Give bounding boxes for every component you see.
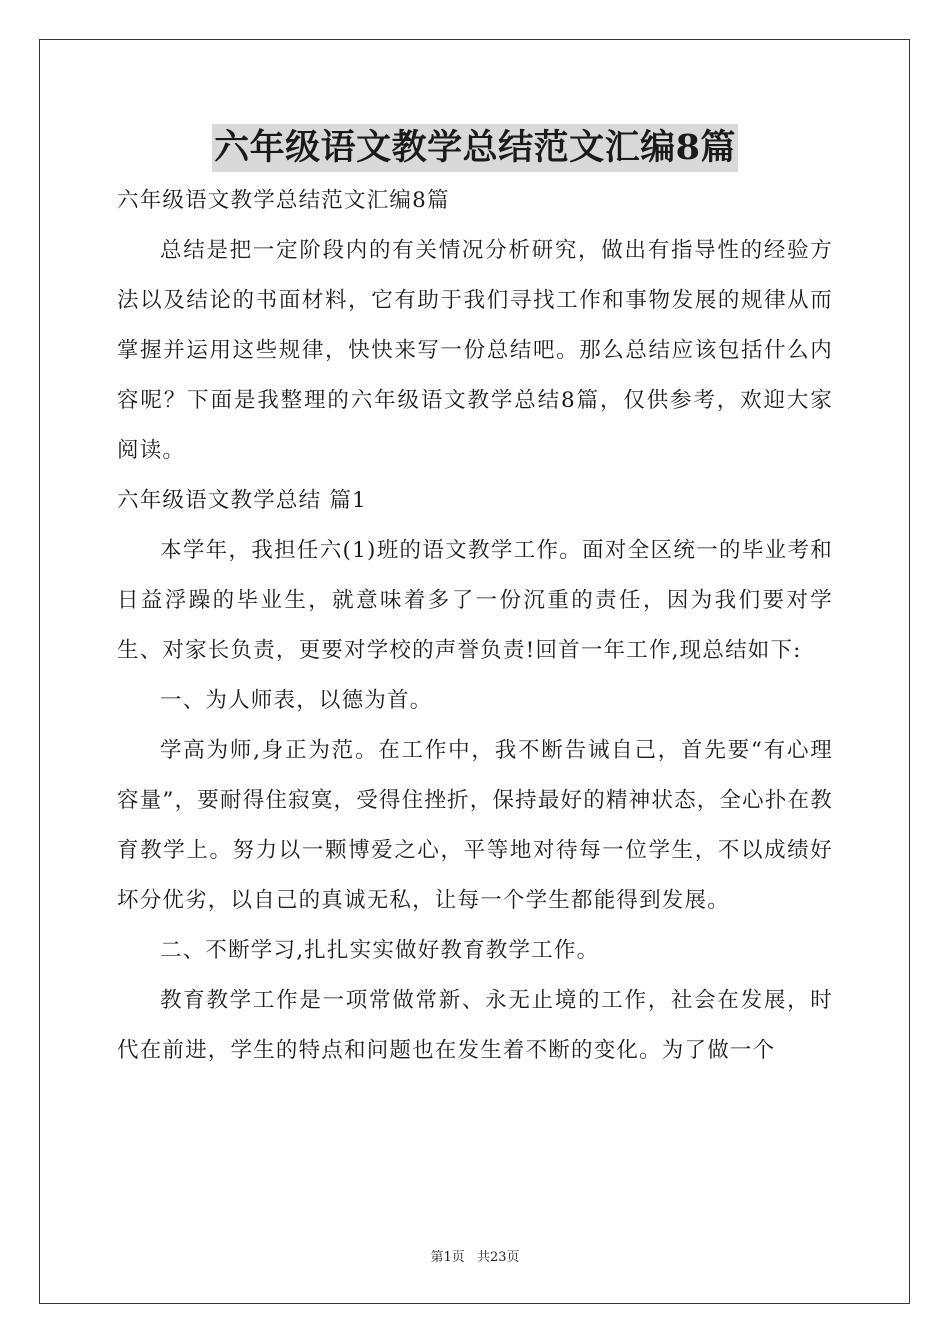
document-body bbox=[117, 176, 833, 1076]
paragraph: 总结是把一定阶段内的有关情况分析研究，做出有指导性的经验方法以及结论的书面材料，它有助于我们寻找工作和事物发展的规律从而掌握并运用这些规律，快快来写一份总结吧。那么总结应该包括什么内容呢？下面是我整理的六年级语文教学总结8篇，仅供参考，欢迎大家阅读。 bbox=[117, 238, 833, 463]
title-container bbox=[0, 124, 950, 172]
page-footer bbox=[0, 1246, 950, 1265]
section-heading: 六年级语文教学总结 篇1 bbox=[117, 488, 367, 513]
paragraph: 二、不断学习,扎扎实实做好教育教学工作。 bbox=[160, 938, 600, 963]
page-total: 共23页 bbox=[476, 1250, 520, 1265]
paragraph: 六年级语文教学总结范文汇编8篇 bbox=[117, 188, 450, 213]
paragraph: 本学年，我担任六(1)班的语文教学工作。面对全区统一的毕业考和日益浮躁的毕业生，就意味着多了一份沉重的责任，因为我们要对学生、对家长负责，更要对学校的声誉负责!回首一年工作,现总结如下: bbox=[117, 538, 833, 663]
paragraph: 一、为人师表，以德为首。 bbox=[160, 688, 433, 713]
document-title: 六年级语文教学总结范文汇编8篇 bbox=[212, 124, 738, 172]
page-number: 第1页 bbox=[430, 1250, 465, 1265]
paragraph: 学高为师,身正为范。在工作中，我不断告诫自己，首先要“有心理容量”，要耐得住寂寞，受得住挫折，保持最好的精神状态，全心扑在教育教学上。努力以一颗博爱之心，平等地对待每一位学生，不以成绩好坏分优劣，以自己的真诚无私，让每一个学生都能得到发展。 bbox=[117, 738, 833, 913]
paragraph: 教育教学工作是一项常做常新、永无止境的工作，社会在发展，时代在前进，学生的特点和问题也在发生着不断的变化。为了做一个 bbox=[117, 988, 833, 1063]
